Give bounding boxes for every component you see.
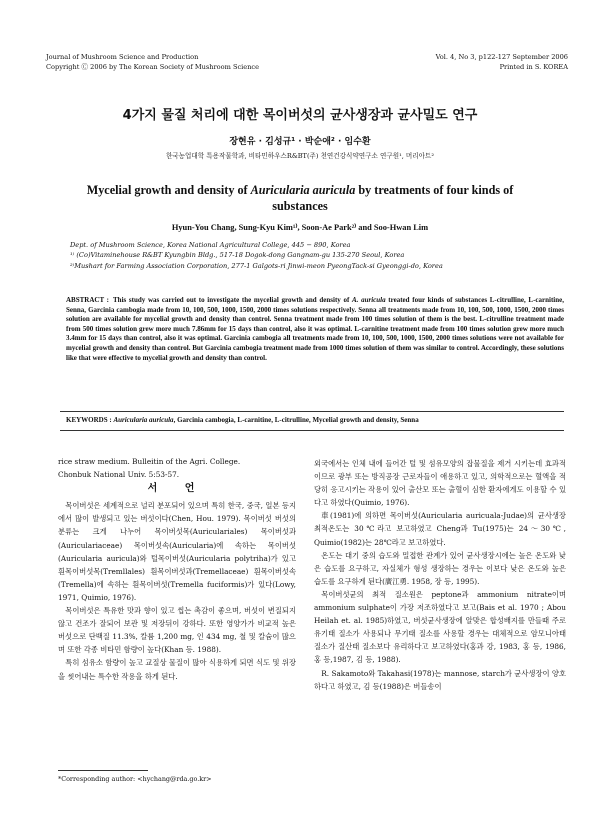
journal-header [46, 52, 259, 72]
english-title-species: Auricularia auricula [250, 183, 356, 197]
affiliation-2: ¹⁾ (Co)Vitaminehouse R&BT Kyungbin Bldg., 517-18 Dogok-dong Gangnam-gu 135-270 Seoul, Korea [70, 251, 405, 260]
affiliation-3: ²⁾Mushart for Farming Association Corporation, 277-1 Galgots-ri Jinwi-meon PyeongTack-si Gyeonggi-do, Korea [70, 261, 443, 270]
english-title-part1: Mycelial growth and density of [86, 183, 251, 197]
korean-authors: 장현유 · 김성규¹ · 박순애² · 임수환 [229, 137, 371, 147]
footnote-rule [58, 770, 148, 771]
paragraph: 車(1981)에 의하면 목이버섯(Auricularia auricuala-Judae)의 균사생장 최적온도는 30℃라고 보고하였고 Cheng과 Tu(1975)는 24～30℃, Quimio(1982)는 28℃라고 보고하였다. [314, 511, 566, 547]
english-authors: Hyun-You Chang, Sung-Kyu Kim¹⁾, Soon-Ae Park²⁾ and Soo-Hwan Lim [171, 223, 429, 232]
korean-affiliations: 한국농업대학 특용작물학과, 비타민하우스R&BT(주) 천연건강식약연구소 연구원¹, 머리아트² [165, 152, 435, 160]
paragraph: 목이버섯은 특유한 맛과 향이 있고 씹는 촉감이 좋으며, 버섯이 변질되지 않고 건조가 잘되어 보관 및 저장뒤이 강하다. 또한 영양가가 비교적 높은 버섯으로 단백질 11.3%, 칼륨 1,200 mg, 인 434 mg, 철 및 칼슘이 많으며 또한 각종 비타민 함량이 높다(Khan 등. 1988). [58, 606, 296, 655]
korean-title: 4가지 물질 처리에 대한 목이버섯의 균사생장과 균사밀도 연구 [122, 108, 478, 123]
abstract-label: ABSTRACT : [66, 296, 110, 304]
volume-info: Vol. 4, No 3, p122-127 September 2006 [435, 53, 568, 61]
keywords-label: KEYWORDS : [66, 416, 112, 424]
paragraph: 온도는 대기 중의 습도와 밀접한 관계가 있어 균사생장시에는 높은 온도와 낮은 습도를 요구하고, 자실체가 형성 생장하는 경우는 이보다 낮은 온도와 높은 습도를 요구하게 된다(廣江勇. 1958, 장 등, 1995). [314, 550, 566, 586]
printed-in: Printed in S. KOREA [499, 63, 568, 71]
abstract-text-b: treated four kinds of substances L-citrulline, L-carnitine, Senna, Garcinia cambogia made from 10, 100, 500, 1000, 1500, 2000 times solutions respectively. Senna all treatments made from 10, 100, 500, 1000, 1500, 2000 times solution are available for mycelial growth and density than control. Senna treatment made from 100 times solution of them is the best. L-citrulline treatment made from 500 times solution grew more much 7.86mm for 15 days than control, also it was optimal. L-carnitine treatment made from 100 times solution grew more much 3.4mm for 15 days than control, also it was optimal. Garcinia cambogia all treatments made from 10, 100, 500, 1000, 1500, 2000 times solutions were not available for mycelial growth and density than control. But Garcinia cambogia treatment made from 1000 times solution of them was similar to control. Accordingly, these solutions like that were effective to mycelial growth and density than control. [66, 296, 564, 362]
keywords-bottom-rule [60, 430, 564, 431]
affiliation-1: Dept. of Mushroom Science, Korea National Agricultural College, 445 − 890, Korea [70, 241, 351, 249]
reference-continuation-1: rice straw medium. Bulleitin of the Agri. College. [58, 457, 241, 466]
corresponding-author-footnote: *Corresponding author: <hychang@rda.go.kr> [58, 775, 212, 783]
keywords [66, 416, 564, 424]
english-title [60, 182, 540, 214]
abstract-text-a: This study was carried out to investigate the mycelial growth and density of [113, 296, 352, 304]
body-column-left [58, 455, 296, 683]
reference-continuation-2: Chonbuk National Univ. 5:53-57. [58, 470, 180, 480]
volume-header [436, 52, 568, 72]
keywords-values: , Garcinia cambogia, L-carnitine, L-citrulline, Mycelial growth and density, Senna [173, 416, 419, 424]
copyright-line: Copyright Ⓒ 2006 by The Korean Society of Mushroom Science [46, 63, 260, 71]
keywords-species: Auricularia auricula [113, 416, 174, 424]
abstract-species: A. auricula [351, 296, 386, 304]
journal-name: Journal of Mushroom Science and Production [46, 53, 199, 61]
english-title-part2: by treatments of four kinds of substances [272, 183, 514, 213]
section-title-introduction: 서 언 [147, 483, 207, 495]
abstract [66, 296, 564, 363]
keywords-top-rule [60, 411, 564, 412]
paragraph: 목이버섯균의 최적 질소원은 peptone과 ammonium nitrate이며 ammonium sulphate이 가장 저조하였다고 보고(Bais et al. 1970 ; Abou Heilah et. al. 1985)하였고, 버섯균사생장에 알맞은 합성배지를 만들때 주로 유기태 질소가 사용되나 무기태 질소를 사용할 경우는 대체적으로 암모니아태 질소가 질산태 질소보다 유리하다고 보고하였다(홍과 강, 1983, 홍 등, 1986, 홍 등,1987, 김 등, 1988). [314, 589, 566, 665]
paragraph-continued: 외국에서는 인체 내에 들어간 털 및 섬유모양의 잡물질을 제거 시키는데 효과적이므로 광부 또는 방직공장 근로자들이 애용하고 있고, 의학적으로는 혈액을 적당히 응고시키는 작용이 있어 출산모 또는 출혈이 심한 환자에게도 이용할 수 있다고 하였다(Quimio, 1976). [314, 459, 566, 508]
english-affiliations [70, 240, 560, 271]
body-column-right [314, 457, 566, 693]
paragraph: 목이버섯은 세계적으로 널리 분포되어 있으며 특히 한국, 중국, 일본 등지에서 많이 발생되고 있는 버섯이다(Chen, Hou. 1979). 목이버섯 버섯의 분류는 크게 나누어 목이버섯목(Auriculariales) 목이버섯과(Auriculariaceae) 목이버섯속(Auricularia)에 속하는 목이버섯(Auricularia auricula)와 털목이버섯(Auricularia polytriha)가 있고 흰목이버섯목(Tremllales) 흰목이버섯과(Tremellaceae) 흰목이버섯속(Tremella)에 속하는 흰목이버섯(Tremella fuciformis)가 있다(Lowy, 1971, Quimio, 1976). [58, 501, 296, 602]
paragraph: 특히 섬유소 함량이 높고 교질상 물질이 많아 식용하게 되면 식도 및 위장을 씻어내는 특수한 작용을 하게 된다. [58, 658, 296, 681]
paragraph: R. Sakamoto와 Takahasi(1978)는 mannose, starch가 균사생장이 양호하다고 하였고, 김 등(1988)은 버들송이 [314, 668, 566, 691]
